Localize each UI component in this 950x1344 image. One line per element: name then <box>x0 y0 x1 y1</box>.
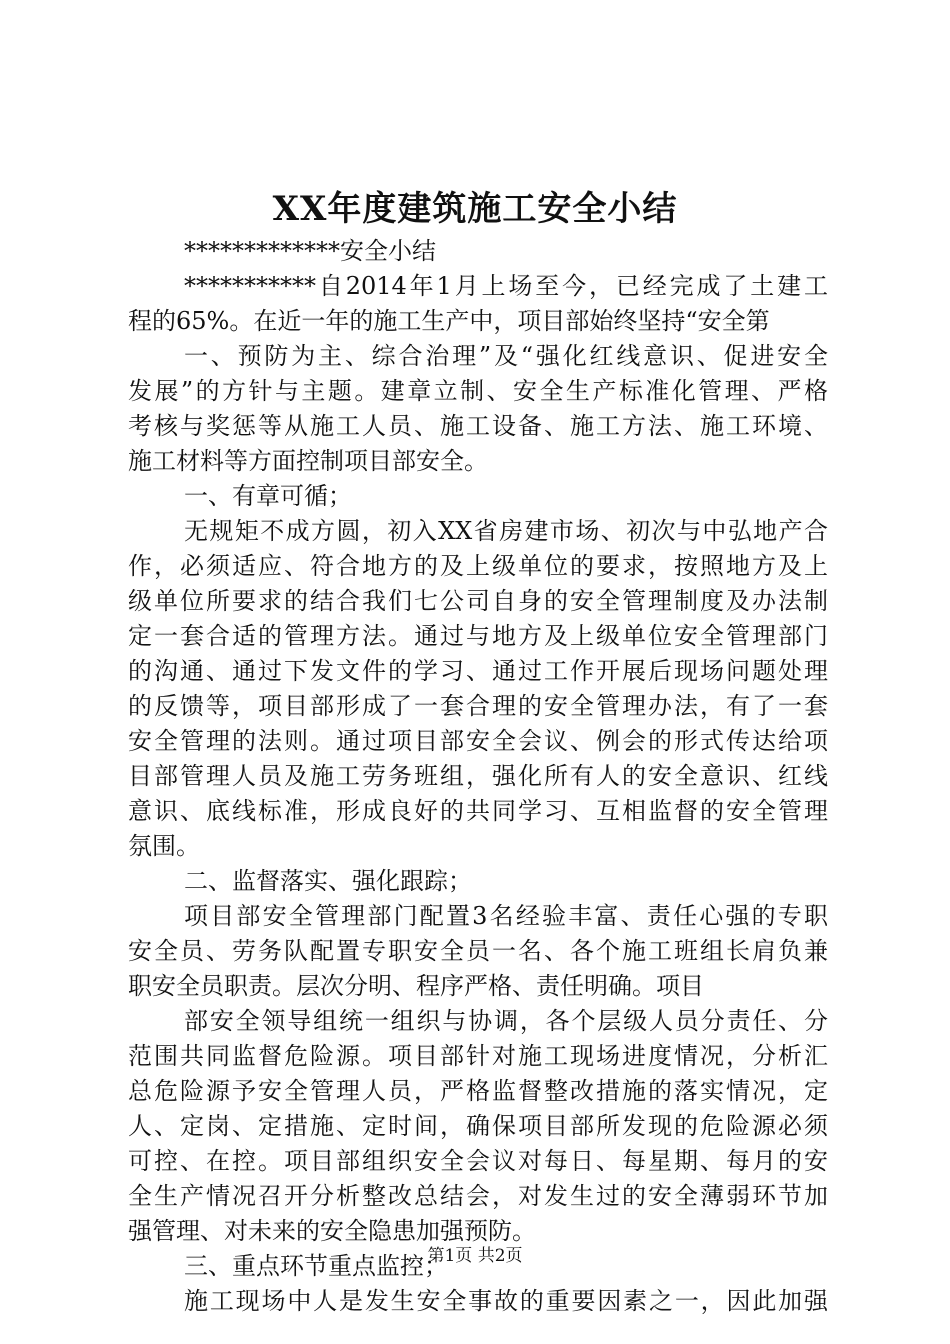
body-line: 职安全员职责。层次分明、程序严格、责任明确。项目 <box>128 972 704 1000</box>
body-line: 施工现场中人是发生安全事故的重要因素之一，因此加强 <box>184 1287 828 1315</box>
body-line: 氛围。 <box>128 832 200 860</box>
body-line: 程的65%。在近一年的施工生产中，项目部始终坚持“安全第 <box>128 307 770 335</box>
body-line: 安全员、劳务队配置专职安全员一名、各个施工班组长肩负兼 <box>128 937 828 965</box>
body-line: 安全管理的法则。通过项目部安全会议、例会的形式传达给项 <box>128 727 828 755</box>
page-footer: 第1页 共2页 <box>427 1246 523 1266</box>
body-line: *************安全小结 <box>184 237 436 265</box>
body-line: 级单位所要求的结合我们七公司自身的安全管理制度及办法制 <box>128 587 828 615</box>
body-line: 一、有章可循； <box>184 482 352 510</box>
body-line: 无规矩不成方圆，初入XX省房建市场、初次与中弘地产合 <box>184 517 828 545</box>
body-line: 一、预防为主、综合治理”及“强化红线意识、促进安全 <box>184 342 828 370</box>
body-line: 目部管理人员及施工劳务班组，强化所有人的安全意识、红线 <box>128 762 828 790</box>
body-line: 的反馈等，项目部形成了一套合理的安全管理办法，有了一套 <box>128 692 828 720</box>
body-line: 考核与奖惩等从施工人员、施工设备、施工方法、施工环境、 <box>128 412 828 440</box>
body-line: 二、监督落实、强化跟踪； <box>184 867 472 895</box>
body-line: 强管理、对未来的安全隐患加强预防。 <box>128 1217 536 1245</box>
body-line: 部安全领导组统一组织与协调，各个层级人员分责任、分 <box>184 1007 828 1035</box>
body-line: 全生产情况召开分析整改总结会，对发生过的安全薄弱环节加 <box>128 1182 828 1210</box>
body-line: 三、重点环节重点监控； <box>184 1252 448 1280</box>
body-line: 发展”的方针与主题。建章立制、安全生产标准化管理、严格 <box>128 377 828 405</box>
body-line: 定一套合适的管理方法。通过与地方及上级单位安全管理部门 <box>128 622 828 650</box>
body-line: 的沟通、通过下发文件的学习、通过工作开展后现场问题处理 <box>128 657 828 685</box>
document-body <box>128 234 828 1319</box>
body-line: 可控、在控。项目部组织安全会议对每日、每星期、每月的安 <box>128 1147 828 1175</box>
body-line: 意识、底线标准，形成良好的共同学习、互相监督的安全管理 <box>128 797 828 825</box>
body-line: 作，必须适应、符合地方的及上级单位的要求，按照地方及上 <box>128 552 828 580</box>
body-line: 项目部安全管理部门配置3名经验丰富、责任心强的专职 <box>184 902 828 930</box>
body-line: ***********自2014年1月上场至今，已经完成了土建工 <box>184 272 828 300</box>
document-title: XX年度建筑施工安全小结 <box>272 189 678 229</box>
body-line: 施工材料等方面控制项目部安全。 <box>128 447 488 475</box>
body-line: 范围共同监督危险源。项目部针对施工现场进度情况，分析汇 <box>128 1042 828 1070</box>
body-line: 总危险源予安全管理人员，严格监督整改措施的落实情况，定 <box>128 1077 828 1105</box>
body-line: 人、定岗、定措施、定时间，确保项目部所发现的危险源必须 <box>128 1112 828 1140</box>
